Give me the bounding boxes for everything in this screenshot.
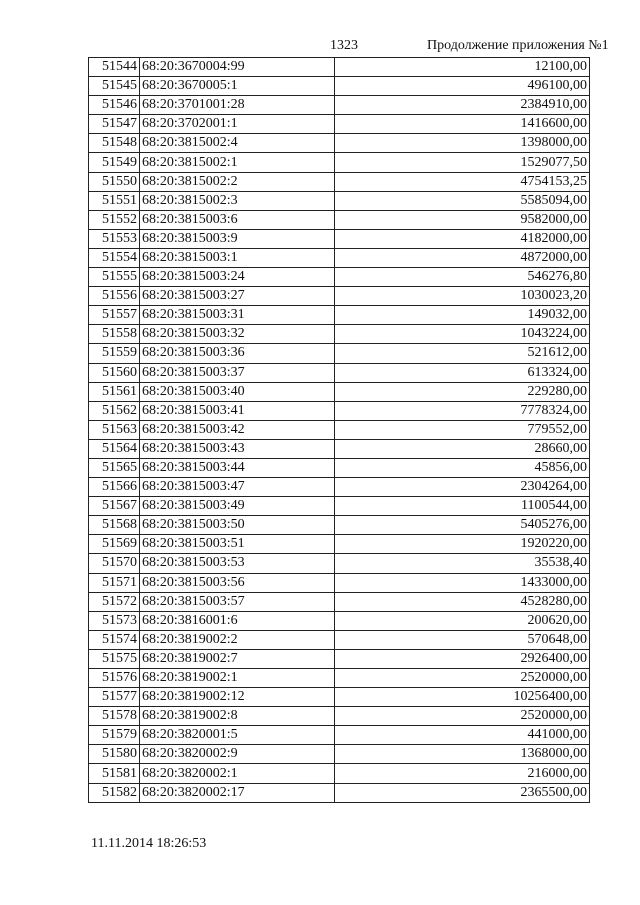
row-number: 51560 [89,363,140,382]
table-row [89,630,590,649]
table-row [89,115,590,134]
row-number: 51575 [89,649,140,668]
cadastral-number: 68:20:3815003:40 [140,382,335,401]
table-row [89,287,590,306]
cadastral-number: 68:20:3819002:7 [140,649,335,668]
table-row [89,268,590,287]
row-number: 51552 [89,210,140,229]
row-number: 51569 [89,535,140,554]
row-number: 51576 [89,669,140,688]
row-number: 51548 [89,134,140,153]
table-row [89,248,590,267]
table-row [89,535,590,554]
cadastral-number: 68:20:3819002:12 [140,688,335,707]
row-number: 51564 [89,439,140,458]
row-number: 51554 [89,248,140,267]
table-row [89,458,590,477]
row-number: 51579 [89,726,140,745]
cadastral-value: 4872000,00 [335,248,590,267]
cadastral-value: 216000,00 [335,764,590,783]
cadastral-value: 4182000,00 [335,229,590,248]
row-number: 51559 [89,344,140,363]
cadastral-number: 68:20:3815003:53 [140,554,335,573]
row-number: 51544 [89,58,140,77]
cadastral-number: 68:20:3815003:31 [140,306,335,325]
row-number: 51549 [89,153,140,172]
cadastral-value: 441000,00 [335,726,590,745]
cadastral-number: 68:20:3815003:56 [140,573,335,592]
row-number: 51546 [89,96,140,115]
cadastral-value: 2926400,00 [335,649,590,668]
cadastral-number: 68:20:3819002:8 [140,707,335,726]
table-row [89,153,590,172]
cadastral-number: 68:20:3815002:2 [140,172,335,191]
cadastral-value: 200620,00 [335,611,590,630]
table-row [89,592,590,611]
cadastral-number: 68:20:3815003:42 [140,420,335,439]
table-row [89,554,590,573]
table-row [89,745,590,764]
cadastral-number: 68:20:3815003:27 [140,287,335,306]
cadastral-value: 1529077,50 [335,153,590,172]
cadastral-number: 68:20:3815003:24 [140,268,335,287]
table-row [89,96,590,115]
print-timestamp: 11.11.2014 18:26:53 [91,836,207,851]
cadastral-value: 2384910,00 [335,96,590,115]
cadastral-number: 68:20:3815003:41 [140,401,335,420]
cadastral-value: 1433000,00 [335,573,590,592]
cadastral-value: 496100,00 [335,77,590,96]
table-row [89,707,590,726]
cadastral-number: 68:20:3815003:44 [140,458,335,477]
cadastral-value: 1398000,00 [335,134,590,153]
cadastral-number: 68:20:3670004:99 [140,58,335,77]
cadastral-value: 45856,00 [335,458,590,477]
cadastral-number: 68:20:3820002:9 [140,745,335,764]
cadastral-number: 68:20:3819002:1 [140,669,335,688]
table-body [89,58,590,803]
cadastral-value: 149032,00 [335,306,590,325]
cadastral-value: 5585094,00 [335,191,590,210]
cadastral-value: 7778324,00 [335,401,590,420]
table-row [89,420,590,439]
row-number: 51545 [89,77,140,96]
row-number: 51578 [89,707,140,726]
cadastral-value: 1920220,00 [335,535,590,554]
row-number: 51581 [89,764,140,783]
cadastral-number: 68:20:3815003:57 [140,592,335,611]
row-number: 51558 [89,325,140,344]
cadastral-value: 35538,40 [335,554,590,573]
table-row [89,306,590,325]
row-number: 51574 [89,630,140,649]
cadastral-value: 546276,80 [335,268,590,287]
cadastral-value: 28660,00 [335,439,590,458]
page-number: 1323 [330,38,358,53]
cadastral-number: 68:20:3670005:1 [140,77,335,96]
row-number: 51582 [89,783,140,802]
row-number: 51547 [89,115,140,134]
row-number: 51566 [89,478,140,497]
cadastral-value: 1368000,00 [335,745,590,764]
row-number: 51553 [89,229,140,248]
row-number: 51550 [89,172,140,191]
table-row [89,783,590,802]
row-number: 51571 [89,573,140,592]
cadastral-number: 68:20:3815003:47 [140,478,335,497]
table-row [89,77,590,96]
cadastral-number: 68:20:3815002:1 [140,153,335,172]
cadastral-number: 68:20:3815003:43 [140,439,335,458]
row-number: 51551 [89,191,140,210]
cadastral-value: 229280,00 [335,382,590,401]
table-row [89,573,590,592]
cadastral-number: 68:20:3702001:1 [140,115,335,134]
row-number: 51557 [89,306,140,325]
table-row [89,191,590,210]
cadastral-number: 68:20:3815003:51 [140,535,335,554]
cadastral-number: 68:20:3815003:37 [140,363,335,382]
table-row [89,134,590,153]
table-row [89,325,590,344]
cadastral-number: 68:20:3820002:1 [140,764,335,783]
table-row [89,649,590,668]
row-number: 51580 [89,745,140,764]
cadastral-number: 68:20:3819002:2 [140,630,335,649]
row-number: 51562 [89,401,140,420]
cadastral-number: 68:20:3815003:32 [140,325,335,344]
cadastral-value: 10256400,00 [335,688,590,707]
cadastral-value: 4754153,25 [335,172,590,191]
table-row [89,516,590,535]
cadastral-value: 570648,00 [335,630,590,649]
row-number: 51555 [89,268,140,287]
table-row [89,439,590,458]
row-number: 51568 [89,516,140,535]
row-number: 51567 [89,497,140,516]
cadastral-number: 68:20:3701001:28 [140,96,335,115]
table-row [89,363,590,382]
cadastral-number: 68:20:3815003:49 [140,497,335,516]
cadastral-value: 1030023,20 [335,287,590,306]
cadastral-value-table [88,57,590,803]
cadastral-number: 68:20:3815003:36 [140,344,335,363]
appendix-continuation-note: Продолжение приложения №1 [427,38,609,53]
row-number: 51563 [89,420,140,439]
cadastral-value: 9582000,00 [335,210,590,229]
cadastral-value: 5405276,00 [335,516,590,535]
cadastral-value: 2520000,00 [335,669,590,688]
cadastral-number: 68:20:3815003:6 [140,210,335,229]
table-row [89,172,590,191]
cadastral-value: 12100,00 [335,58,590,77]
cadastral-value: 1043224,00 [335,325,590,344]
cadastral-number: 68:20:3815003:1 [140,248,335,267]
row-number: 51556 [89,287,140,306]
row-number: 51573 [89,611,140,630]
cadastral-number: 68:20:3815002:3 [140,191,335,210]
table-row [89,688,590,707]
cadastral-number: 68:20:3815003:50 [140,516,335,535]
table-row [89,669,590,688]
table-row [89,764,590,783]
table-row [89,344,590,363]
cadastral-value: 613324,00 [335,363,590,382]
cadastral-value: 1100544,00 [335,497,590,516]
table-row [89,726,590,745]
cadastral-value: 1416600,00 [335,115,590,134]
row-number: 51565 [89,458,140,477]
cadastral-number: 68:20:3820001:5 [140,726,335,745]
table-row [89,401,590,420]
cadastral-number: 68:20:3816001:6 [140,611,335,630]
table-row [89,611,590,630]
cadastral-value: 2304264,00 [335,478,590,497]
cadastral-value: 2365500,00 [335,783,590,802]
cadastral-value: 521612,00 [335,344,590,363]
table-row [89,58,590,77]
cadastral-value: 779552,00 [335,420,590,439]
cadastral-number: 68:20:3815002:4 [140,134,335,153]
cadastral-value: 2520000,00 [335,707,590,726]
table-row [89,382,590,401]
cadastral-number: 68:20:3820002:17 [140,783,335,802]
table-row [89,210,590,229]
row-number: 51572 [89,592,140,611]
table-row [89,497,590,516]
cadastral-number: 68:20:3815003:9 [140,229,335,248]
table-row [89,229,590,248]
row-number: 51577 [89,688,140,707]
cadastral-value: 4528280,00 [335,592,590,611]
row-number: 51570 [89,554,140,573]
row-number: 51561 [89,382,140,401]
table-row [89,478,590,497]
